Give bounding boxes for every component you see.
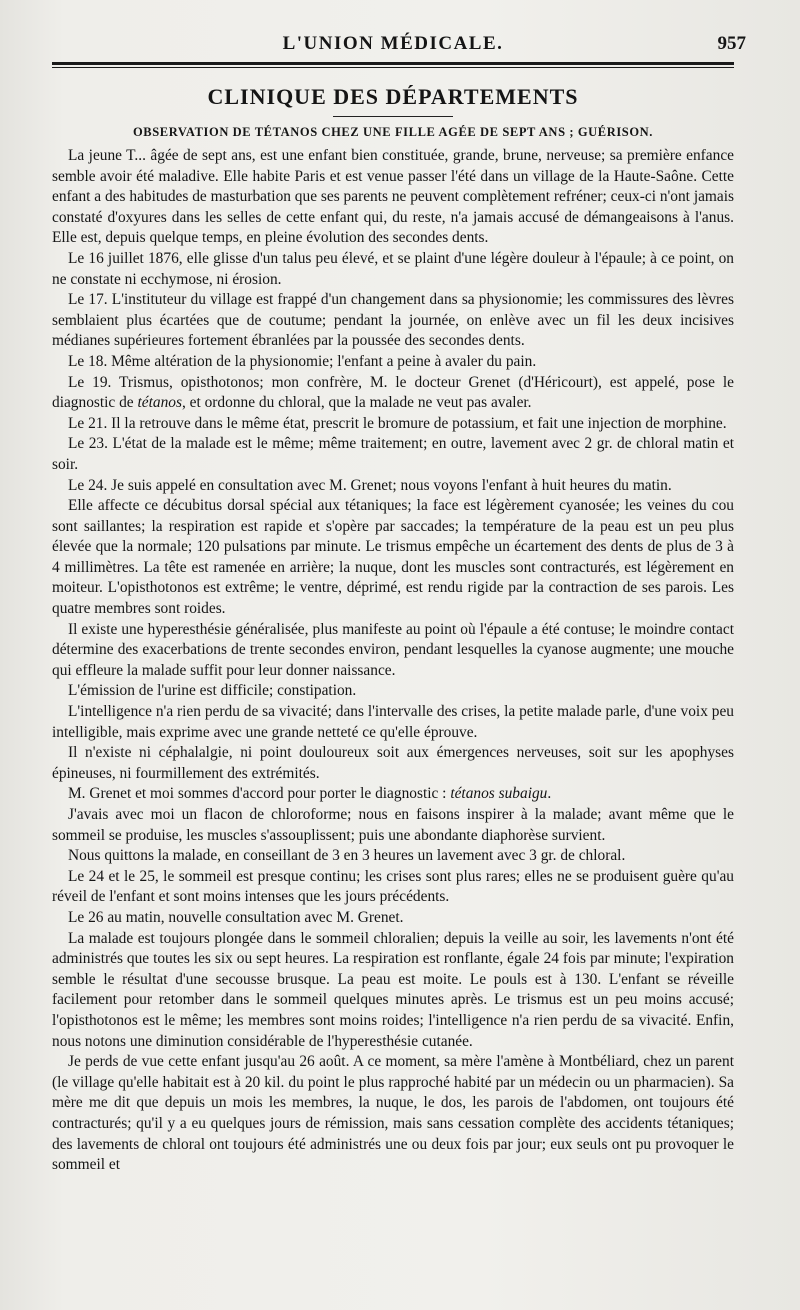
paragraph: Le 16 juillet 1876, elle glisse d'un talus peu élevé, et se plaint d'une légère douleur à l'épaule; à ce point, on ne constate ni ecchymose, ni érosion. (52, 249, 734, 288)
paragraph: Le 26 au matin, nouvelle consultation avec M. Grenet. (68, 908, 404, 926)
paragraph: Le 21. Il la retrouve dans le même état, prescrit le bromure de potassium, et fait une injection de morphine. (68, 414, 727, 432)
paragraph: Le 18. Même altération de la physionomie; l'enfant a peine à avaler du pain. (68, 352, 537, 370)
paragraph: Il existe une hyperesthésie généralisée, plus manifeste au point où l'épaule a été contuse; le moindre contact détermine des exacerbations de trente secondes environ, pendant lesquelles la cyanose augmente; une mouche qui effleure la malade suffit pour leur donner naissance. (52, 620, 734, 679)
paragraph: Le 23. L'état de la malade est le même; même traitement; en outre, lavement avec 2 gr. de chloral matin et soir. (52, 435, 734, 473)
header-rule-thin (52, 67, 734, 68)
paragraph: L'émission de l'urine est difficile; constipation. (68, 682, 357, 700)
paragraph: Nous quittons la malade, en conseillant de 3 en 3 heures un lavement avec 3 gr. de chloral. (68, 847, 626, 865)
paragraph: Le 24 et le 25, le sommeil est presque continu; les crises sont plus rares; elles ne se produisent guère qu'au réveil de l'enfant et sont moins intenses que les jours précédents. (52, 867, 734, 906)
italic-term: tétanos (137, 394, 182, 412)
paragraph: La jeune T... âgée de sept ans, est une enfant bien constituée, grande, brune, nerveuse; sa première enfance semble avoir été maladive. Elle habite Paris et est venue passer l'été dans un village de la Haute-Saône. Cette enfant a des habitudes de masturbation que ses parents ne peuvent complètement refréner; ceux-ci n'ont jamais constaté d'oxyures dans les selles de cette enfant qui, du reste, n'a jamais accusé de démangeaisons à l'anus. Elle est, depuis quelque temps, en pleine évolution des secondes dents. (52, 147, 734, 247)
paragraph: J'avais avec moi un flacon de chloroforme; nous en faisons inspirer à la malade; avant même que le sommeil se produise, les muscles s'assouplissent; puis une abondante diaphorèse survient. (52, 806, 734, 844)
paragraph: L'intelligence n'a rien perdu de sa vivacité; dans l'intervalle des crises, la petite malade parle, d'une voix peu intelligible, mais exprime avec une grande netteté ce qu'elle éprouve. (52, 703, 734, 741)
paragraph: Je perds de vue cette enfant jusqu'au 26 août. A ce moment, sa mère l'amène à Montbéliard, chez un parent (le village qu'elle habitait est à 20 kil. du point le plus rapproché habité par un médecin ou un pharmacien). Sa mère me dit que depuis un mois les membres, la nuque, le dos, les parois de l'abdomen, ont toujours été contracturés; qu'il y a eu quelques jours de rémission, mais sans cessation complète des accidents tétaniques; des lavements de chloral ont toujours été administrés une ou deux fois par jour; eux seuls ont pu provoquer le sommeil et (52, 1053, 734, 1174)
paragraph: Le 19. Trismus, opisthotonos; mon confrère, M. le docteur Grenet (d'Héricourt), est appelé, pose le diagnostic de tétanos, et ordonne du chloral, que la malade ne veut pas avaler. (52, 373, 734, 412)
article-body (52, 146, 734, 1176)
paragraph: La malade est toujours plongée dans le sommeil chloralien; depuis la veille au soir, les lavements n'ont été administrés que toutes les six ou sept heures. La respiration est ronflante, égale 24 fois par minute; l'expiration semble le résultat d'une secousse brusque. La peau est moite. Le pouls est à 130. L'enfant se réveille facilement pour retomber dans le sommeil quelques minutes après. Le trismus est un peu moins accusé; l'opisthotonos est le même; les membres sont moins roides; l'intelligence n'a rien perdu de sa vivacité. Enfin, nous notons une diminution considérable de l'hyperesthésie cutanée. (52, 929, 734, 1050)
italic-term: tétanos subaigu (450, 785, 548, 803)
running-head (52, 0, 746, 62)
paragraph: M. Grenet et moi sommes d'accord pour porter le diagnostic : tétanos subaigu. (68, 785, 552, 803)
journal-title: L'UNION MÉDICALE. (282, 33, 504, 54)
page-number: 957 (717, 33, 746, 54)
section-divider (333, 116, 453, 117)
paragraph: Le 17. L'instituteur du village est frappé d'un changement dans sa physionomie; les commissures des lèvres semblaient plus écartées que de coutume; pendant la journée, on enlève avec un fil les deux incisives médianes supérieures fortement ébranlées par la poussée des secondes dents. (52, 291, 734, 350)
paragraph: Il n'existe ni céphalalgie, ni point douloureux soit aux émergences nerveuses, soit sur les apophyses épineuses, ni fourmillement des extrémités. (52, 744, 734, 782)
section-title: CLINIQUE DES DÉPARTEMENTS (207, 84, 579, 109)
paragraph: Elle affecte ce décubitus dorsal spécial aux tétaniques; la face est légèrement cyanosée; les veines du cou sont saillantes; la respiration est rapide et s'opère par saccades; la température de la peau est un peu plus élevée que la normale; 120 pulsations par minute. Le trismus empêche un écartement des dents de plus de 3 à 4 millimètres. La tête est ramenée en arrière; la nuque, dont les muscles sont contracturés, est légèrement en moiteur. L'opisthotonos est extrême; le ventre, déprimé, est rendu rigide par la contraction de ses parois. Les quatre membres sont roides. (52, 497, 734, 618)
header-rule (52, 62, 734, 65)
article-title: OBSERVATION DE TÉTANOS CHEZ UNE FILLE AGÉE DE SEPT ANS ; GUÉRISON. (132, 125, 654, 139)
paragraph: Le 24. Je suis appelé en consultation avec M. Grenet; nous voyons l'enfant à huit heures du matin. (68, 476, 672, 494)
